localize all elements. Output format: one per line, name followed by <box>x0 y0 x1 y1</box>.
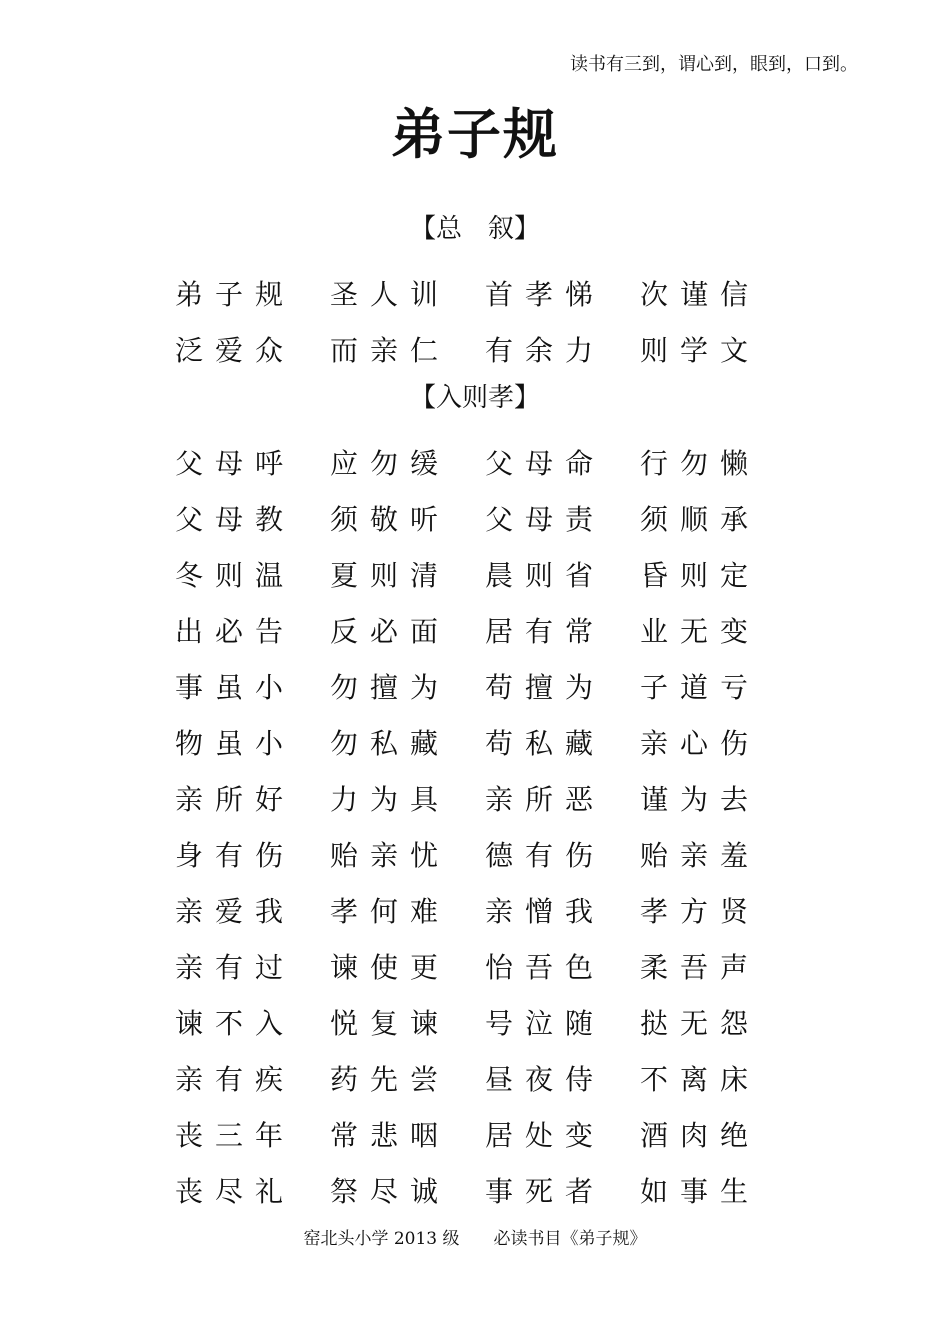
verse-phrase: 亲爱我 <box>175 895 296 928</box>
verse-phrase: 柔吾声 <box>640 951 761 984</box>
verse-phrase: 苟私藏 <box>485 727 606 760</box>
verse-phrase: 子道亏 <box>640 671 761 704</box>
verse-phrase: 有余力 <box>485 334 606 367</box>
verse-phrase: 须敬听 <box>330 503 451 536</box>
verse-phrase: 父母命 <box>485 447 606 480</box>
verse-line <box>175 602 795 658</box>
verse-phrase: 应勿缓 <box>330 447 451 480</box>
verse-phrase: 首孝悌 <box>485 278 606 311</box>
verse-line <box>175 658 795 714</box>
verse-phrase: 孝方贤 <box>640 895 761 928</box>
verse-phrase: 祭尽诚 <box>330 1175 451 1208</box>
footer: 窑北头小学 2013 级 必读书目《弟子规》 <box>303 1229 647 1249</box>
verse-phrase: 药先尝 <box>330 1063 451 1096</box>
verse-block-general <box>175 265 795 377</box>
verse-phrase: 挞无怨 <box>640 1007 761 1040</box>
verse-phrase: 父母责 <box>485 503 606 536</box>
verse-line <box>175 714 795 770</box>
verse-line <box>175 826 795 882</box>
verse-phrase: 怡吾色 <box>485 951 606 984</box>
verse-phrase: 力为具 <box>330 783 451 816</box>
verse-line <box>175 882 795 938</box>
verse-phrase: 孝何难 <box>330 895 451 928</box>
verse-phrase: 则学文 <box>640 334 761 367</box>
verse-phrase: 勿擅为 <box>330 671 451 704</box>
verse-phrase: 弟子规 <box>175 278 296 311</box>
verse-phrase: 夏则清 <box>330 559 451 592</box>
verse-phrase: 酒肉绝 <box>640 1119 761 1152</box>
verse-phrase: 出必告 <box>175 615 296 648</box>
verse-phrase: 丧三年 <box>175 1119 296 1152</box>
verse-phrase: 泛爱众 <box>175 334 296 367</box>
verse-phrase: 如事生 <box>640 1175 761 1208</box>
verse-line <box>175 1050 795 1106</box>
verse-line <box>175 938 795 994</box>
verse-phrase: 居处变 <box>485 1119 606 1152</box>
verse-phrase: 丧尽礼 <box>175 1175 296 1208</box>
verse-phrase: 德有伤 <box>485 839 606 872</box>
verse-line <box>175 1106 795 1162</box>
verse-phrase: 谏不入 <box>175 1007 296 1040</box>
verse-phrase: 勿私藏 <box>330 727 451 760</box>
verse-phrase: 号泣随 <box>485 1007 606 1040</box>
verse-line <box>175 490 795 546</box>
verse-phrase: 而亲仁 <box>330 334 451 367</box>
verse-phrase: 谏使更 <box>330 951 451 984</box>
verse-phrase: 事虽小 <box>175 671 296 704</box>
verse-phrase: 亲憎我 <box>485 895 606 928</box>
verse-phrase: 事死者 <box>485 1175 606 1208</box>
section-heading-filial: 【入则孝】 <box>409 383 540 413</box>
verse-line <box>175 1162 795 1218</box>
verse-phrase: 谨为去 <box>640 783 761 816</box>
verse-line <box>175 994 795 1050</box>
verse-phrase: 亲有过 <box>175 951 296 984</box>
verse-line <box>175 434 795 490</box>
verse-phrase: 居有常 <box>485 615 606 648</box>
verse-phrase: 冬则温 <box>175 559 296 592</box>
verse-phrase: 亲心伤 <box>640 727 761 760</box>
verse-line <box>175 265 795 321</box>
verse-phrase: 昼夜侍 <box>485 1063 606 1096</box>
verse-line <box>175 546 795 602</box>
verse-phrase: 亲有疾 <box>175 1063 296 1096</box>
verse-phrase: 须顺承 <box>640 503 761 536</box>
verse-phrase: 业无变 <box>640 615 761 648</box>
verse-phrase: 父母呼 <box>175 447 296 480</box>
verse-phrase: 亲所恶 <box>485 783 606 816</box>
verse-phrase: 悦复谏 <box>330 1007 451 1040</box>
verse-phrase: 亲所好 <box>175 783 296 816</box>
page-title: 弟子规 <box>391 102 559 166</box>
verse-phrase: 物虽小 <box>175 727 296 760</box>
verse-phrase: 不离床 <box>640 1063 761 1096</box>
verse-phrase: 身有伤 <box>175 839 296 872</box>
verse-phrase: 次谨信 <box>640 278 761 311</box>
verse-phrase: 父母教 <box>175 503 296 536</box>
verse-phrase: 圣人训 <box>330 278 451 311</box>
verse-phrase: 贻亲羞 <box>640 839 761 872</box>
verse-phrase: 反必面 <box>330 615 451 648</box>
verse-phrase: 常悲咽 <box>330 1119 451 1152</box>
verse-line <box>175 770 795 826</box>
verse-phrase: 昏则定 <box>640 559 761 592</box>
motto: 读书有三到，谓心到，眼到，口到。 <box>570 54 858 75</box>
verse-phrase: 贻亲忧 <box>330 839 451 872</box>
section-heading-general: 【总 叙】 <box>409 214 540 244</box>
verse-phrase: 行勿懒 <box>640 447 761 480</box>
verse-phrase: 晨则省 <box>485 559 606 592</box>
verse-line <box>175 321 795 377</box>
verse-phrase: 苟擅为 <box>485 671 606 704</box>
verse-block-filial <box>175 434 795 1218</box>
